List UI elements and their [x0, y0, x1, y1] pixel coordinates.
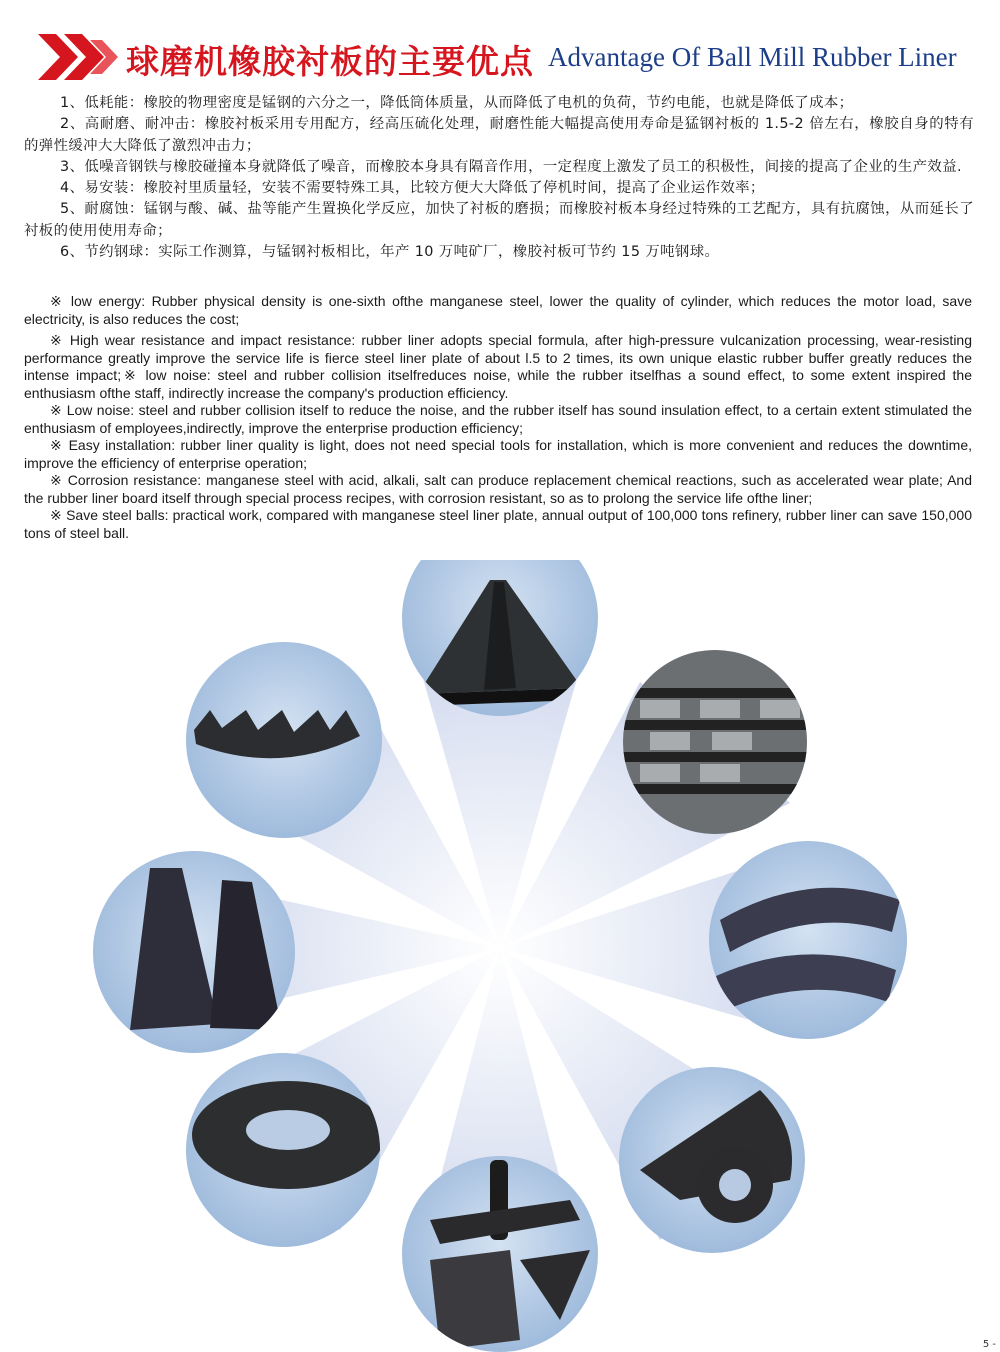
- wave-liner-photo: [186, 642, 382, 838]
- cn-paragraph: 4、易安装：橡胶衬里质量轻，安装不需要特殊工具，比较方便大大降低了停机时间，提高了企业运作效率；: [60, 180, 765, 197]
- cn-paragraph: 2、高耐磨、耐冲击：橡胶衬板采用专用配方，经高压硫化处理，耐磨性能大幅提高使用寿命是猛钢衬板的 1.5-2 倍左右，橡胶自身的特有的弹性缓冲大大降低了激烈冲击力；: [24, 116, 974, 154]
- product-radial-diagram: [0, 560, 1000, 1352]
- en-paragraph: ※ Low noise: steel and rubber collision itself to reduce the noise, and the rubber itself has sound insulation effect, to a certain extent stimulated the enthusiasm of employees,indirectly, improve the enterprise production efficiency;: [24, 402, 972, 436]
- en-paragraph: ※ Corrosion resistance: manganese steel with acid, alkali, salt can produce replacement chemical reactions, such as accelerated wear plate; And the rubber liner board itself through special process recipes, with corrosion resistant, so as to prolong the service life ofthe liner;: [24, 472, 972, 506]
- header: [0, 30, 1000, 90]
- red-double-chevron-icon: [38, 34, 128, 80]
- title-english: Advantage Of Ball Mill Rubber Liner: [548, 42, 957, 72]
- page-marker: 5 -: [982, 1339, 996, 1350]
- grate-plates-photo: [93, 851, 295, 1053]
- en-paragraph: ※ Easy installation: rubber liner quality is light, does not need special tools for installation, which is more convenient and reduces the downtime, improve the efficiency of enterprise operation;: [24, 437, 972, 471]
- cn-paragraph: 3、低噪音钢铁与橡胶碰撞本身就降低了噪音，而橡胶本身具有隔音作用，一定程度上激发了员工的积极性，间接的提高了企业的生产效益.: [60, 158, 962, 175]
- en-paragraph: ※ Save steel balls: practical work, compared with manganese steel liner plate, annual output of 100,000 tons refinery, rubber liner can save 150,000 tons of steel ball.: [24, 507, 972, 541]
- en-paragraph: ※ High wear resistance and impact resistance: rubber liner adopts special formula, after high-pressure vulcanization processing, wear-resisting performance greatly improve the service life is fierce steel liner plate of about l.5 to 2 times, its own unique elastic rubber buffer greatly reduces the intense impact;※ low noise: steel and rubber collision itselfreduces noise, while the rubber itselfhas a sound effect, to some extent inspired the enthusiasm ofthe staff, indirectly increase the company's production efficiency.: [24, 332, 972, 401]
- en-paragraph: ※ low energy: Rubber physical density is one-sixth ofthe manganese steel, lower the quality of cylinder, which reduces the motor load, save electricity, is also reduces the cost;: [24, 293, 972, 327]
- chinese-advantages: [24, 93, 974, 263]
- english-advantages: [24, 293, 972, 542]
- cn-paragraph: 1、低耗能：橡胶的物理密度是锰钢的六分之一，降低筒体质量，从而降低了电机的负荷，节约电能，也就是降低了成本；: [60, 95, 854, 111]
- title-chinese: 球磨机橡胶衬板的主要优点: [126, 42, 534, 81]
- sector-plates-photo: [709, 841, 907, 1039]
- fan-liner-photo: [619, 1067, 805, 1253]
- cn-paragraph: 6、节约钢球：实际工作测算，与锰钢衬板相比，年产 10 万吨矿厂，橡胶衬板可节约 15 万吨钢球。: [60, 244, 720, 261]
- cn-paragraph: 5、耐腐蚀：锰钢与酸、碱、盐等能产生置换化学反应，加快了衬板的磨损；而橡胶衬板本身经过特殊的工艺配方，具有抗腐蚀，从而延长了衬板的使用使用寿命；: [24, 201, 974, 239]
- bars-and-plates-photo: [402, 1156, 598, 1352]
